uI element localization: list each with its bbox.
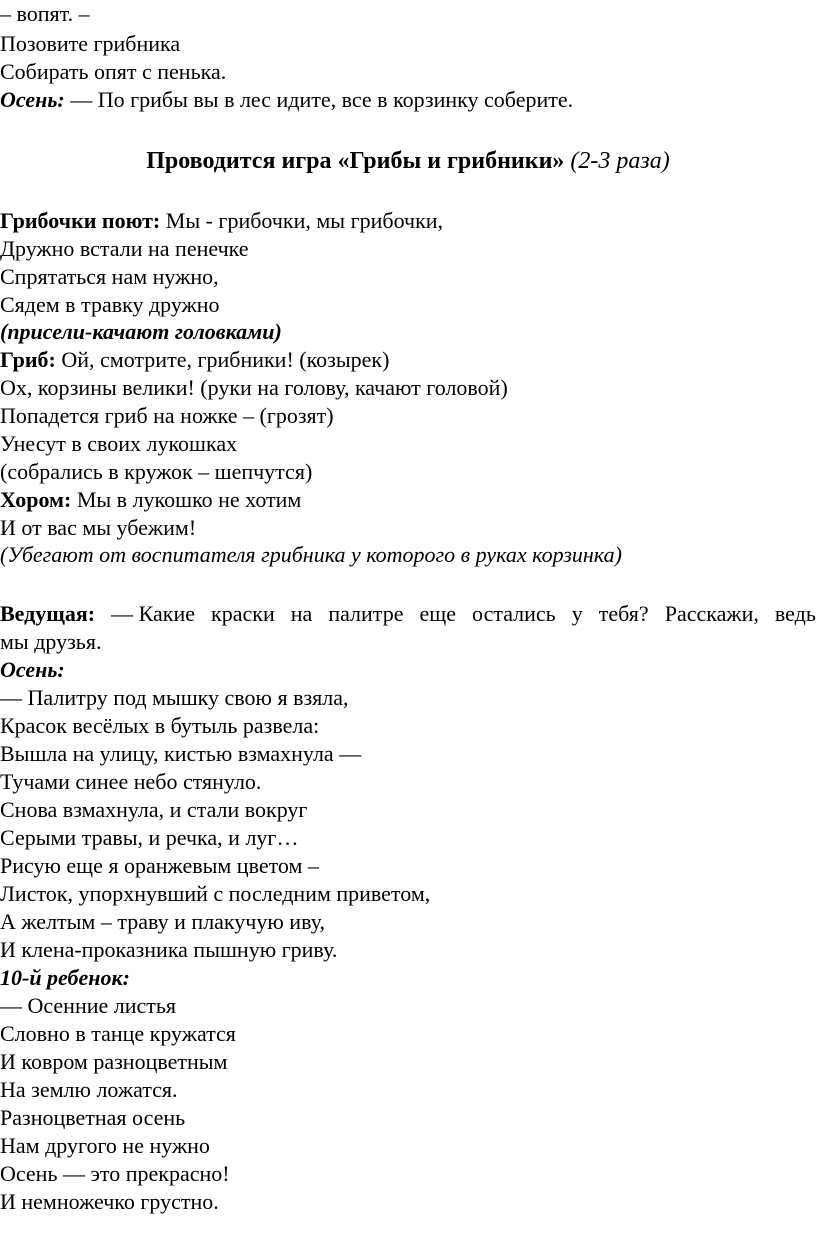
poem-line: Вышла на улицу, кистью взмахнула — bbox=[0, 741, 362, 766]
text-line: Спрятаться нам нужно, bbox=[0, 264, 219, 289]
speaker-line-justified: Ведущая: — Какие краски на палитре еще остались у тебя? Расскажи, ведь bbox=[0, 601, 816, 626]
text-line: Дружно встали на пенечке bbox=[0, 236, 249, 261]
stage-direction: (присели-качают головками) bbox=[0, 319, 282, 344]
poem-line: Красок весёлых в бутыль развела: bbox=[0, 713, 320, 738]
poem-line: А желтым – траву и плакучую иву, bbox=[0, 909, 326, 934]
speaker-label: Гриб: bbox=[0, 347, 56, 372]
text-line: Собирать опят с пенька. bbox=[0, 59, 227, 84]
speaker-line: Гриб: Ой, смотрите, грибники! (козырек) bbox=[0, 347, 390, 372]
speaker-line: Грибочки поют: Мы - грибочки, мы грибочки, bbox=[0, 208, 444, 233]
poem-line: Листок, упорхнувший с последним приветом, bbox=[0, 881, 431, 906]
poem-line: — Осенние листья bbox=[0, 993, 177, 1018]
poem-line: Серыми травы, и речка, и луг… bbox=[0, 825, 299, 850]
section-heading: Проводится игра «Грибы и грибники» (2-3 раза) bbox=[146, 148, 670, 174]
speaker-label: Ведущая: bbox=[0, 601, 96, 626]
text-line: И от вас мы убежим! bbox=[0, 515, 197, 540]
poem-line: Разноцветная осень bbox=[0, 1105, 186, 1130]
text-line: Ох, корзины велики! (руки на голову, качают головой) bbox=[0, 375, 508, 400]
poem-line: — Палитру под мышку свою я взяла, bbox=[0, 685, 349, 710]
speaker-label: Осень: bbox=[0, 657, 65, 682]
text-line: Сядем в травку дружно bbox=[0, 292, 220, 317]
poem-line: Словно в танце кружатся bbox=[0, 1021, 236, 1046]
poem-line: На землю ложатся. bbox=[0, 1077, 178, 1102]
poem-line: Снова взмахнула, и стали вокруг bbox=[0, 797, 308, 822]
poem-line: И ковром разноцветным bbox=[0, 1049, 228, 1074]
poem-line: Осень — это прекрасно! bbox=[0, 1161, 230, 1186]
speaker-line: Осень: — По грибы вы в лес идите, все в корзинку соберите. bbox=[0, 87, 574, 112]
speaker-label: Грибочки поют: bbox=[0, 208, 161, 233]
text-line: Позовите грибника bbox=[0, 31, 181, 56]
poem-line: Тучами синее небо стянуло. bbox=[0, 769, 262, 794]
speaker-label: Хором: bbox=[0, 487, 72, 512]
text-line: (собрались в кружок – шепчутся) bbox=[0, 459, 313, 484]
speaker-label: 10-й ребенок: bbox=[0, 965, 130, 990]
text-line: мы друзья. bbox=[0, 629, 102, 654]
poem-line: И немножечко грустно. bbox=[0, 1189, 219, 1214]
speaker-label: Осень: bbox=[0, 87, 65, 112]
poem-line: И клена-проказника пышную гриву. bbox=[0, 937, 338, 962]
text-line: Унесут в своих лукошках bbox=[0, 431, 238, 456]
speaker-line: Хором: Мы в лукошко не хотим bbox=[0, 487, 302, 512]
poem-line: Нам другого не нужно bbox=[0, 1133, 210, 1158]
text-line: – вопят. – bbox=[0, 1, 90, 26]
text-line: Попадется гриб на ножке – (грозят) bbox=[0, 403, 334, 428]
stage-direction: (Убегают от воспитателя грибника у которого в руках корзинка) bbox=[0, 542, 622, 567]
poem-line: Рисую еще я оранжевым цветом – bbox=[0, 853, 319, 878]
